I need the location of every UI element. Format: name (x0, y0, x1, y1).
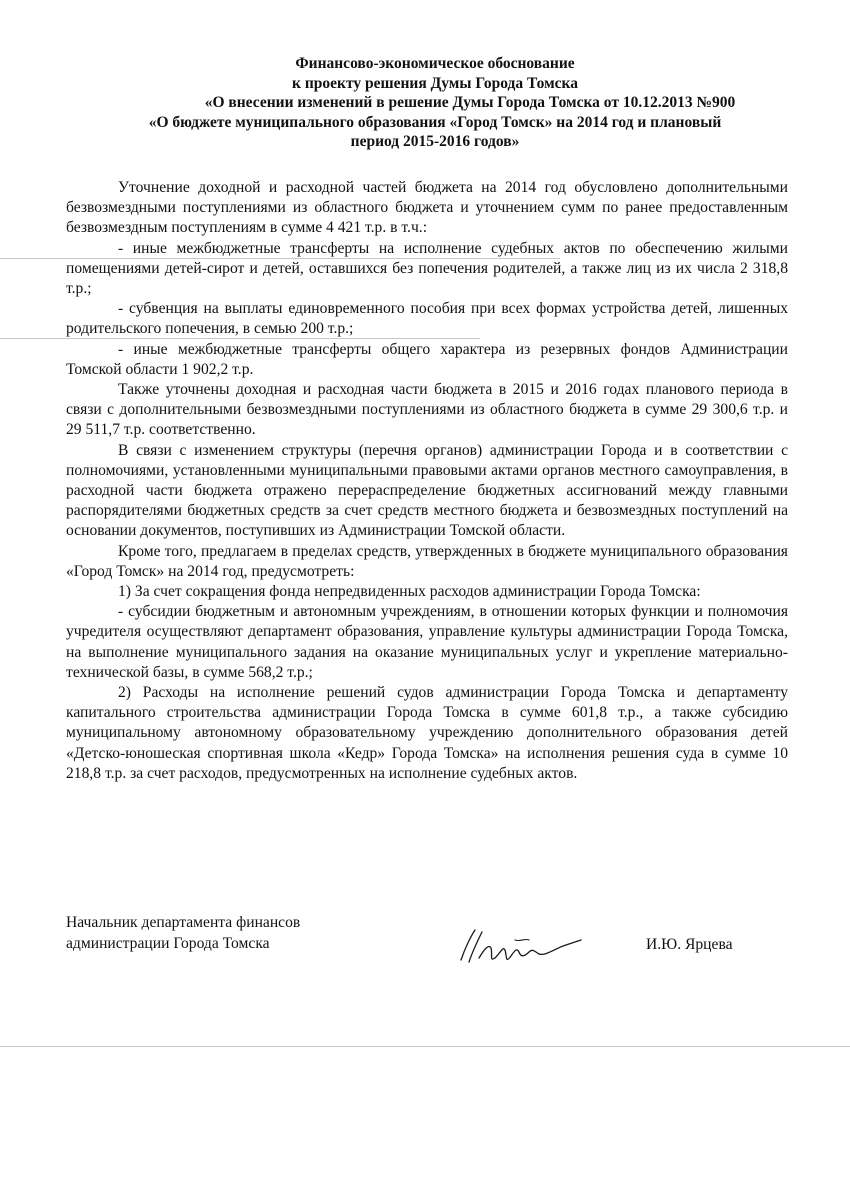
paragraph-proposal: Кроме того, предлагаем в пределах средств, утвержденных в бюджете муниципального образования «Город Томск» на 2014 год, предусмотреть: (66, 542, 788, 580)
document-title (60, 54, 810, 152)
paragraph-item-transfers: - иные межбюджетные трансферты на исполнение судебных актов по обеспечению жилыми помещениями детей-сирот и детей, оставшихся без попечения родителей, а также лиц из их числа 2 318,8 т.р.; (66, 239, 788, 298)
paragraph-item-reserve: - иные межбюджетные трансферты общего характера из резервных фондов Администрации Томской области 1 902,2 т.р. (66, 340, 788, 378)
paragraph-structure: В связи с изменением структуры (перечня органов) администрации Города и в соответствии с полномочиями, установленными муниципальными правовыми актами органов местного самоуправления, в расходной части бюджета отражено перераспределение бюджетных ассигнований между главными распорядителями бюджетных средств за счет средств местного бюджета и безвозмездных поступлений на основании документов, поступивших из Администрации Томской области. (66, 441, 788, 540)
signatory-role (66, 912, 300, 954)
scan-line (0, 1046, 850, 1047)
title-line-4: «О бюджете муниципального образования «Город Томск» на 2014 год и плановый (148, 113, 722, 131)
handwritten-signature (455, 918, 585, 974)
paragraph-point-1: 1) За счет сокращения фонда непредвиденных расходов администрации Города Томска: (118, 583, 701, 601)
title-line-1: Финансово-экономическое обоснование (295, 55, 575, 72)
signatory-role-line-1: Начальник департамента финансов (66, 914, 301, 931)
signatory-name: И.Ю. Ярцева (646, 936, 733, 953)
document-body (66, 178, 788, 784)
title-line-2: к проекту решения Думы Города Томска (292, 74, 578, 92)
signatory-role-line-2: администрации Города Томска (66, 935, 270, 952)
paragraph-subsidies: - субсидии бюджетным и автономным учреждениям, в отношении которых функции и полномочия учредителя осуществляют департамент образования, управление культуры администрации Города Томска, на выполнение муниципального задания на оказание муниципальных услуг и укрепление материально-технической базы, в сумме 568,2 т.р.; (66, 603, 788, 681)
paragraph-planning-period: Также уточнены доходная и расходная части бюджета в 2015 и 2016 годах планового периода в связи с дополнительными безвозмездными поступлениями из областного бюджета в сумме 29 300,6 т.р. и 29 511,7 т.р. соответственно. (66, 381, 788, 439)
title-line-3: «О внесении изменений в решение Думы Города Томска от 10.12.2013 №900 (204, 94, 736, 111)
title-line-5: период 2015-2016 годов» (350, 133, 520, 150)
paragraph-item-subvention: - субвенция на выплаты единовременного пособия при всех формах устройства детей, лишенных родительского попечения, в семью 200 т.р.; (66, 300, 788, 338)
paragraph-intro: Уточнение доходной и расходной частей бюджета на 2014 год обусловлено дополнительными безвозмездными поступлениями из областного бюджета и уточнением сумм по ранее предоставленным безвозмездным поступлениям в сумме 4 421 т.р. в т.ч.: (66, 179, 788, 237)
paragraph-point-2: 2) Расходы на исполнение решений судов администрации Города Томска и департаменту капитального строительства администрации Города Томска в сумме 601,8 т.р., а также субсидию муниципальному автономному образовательному учреждению дополнительного образования детей «Детско-юношеская спортивная школа «Кедр» Города Томска» на исполнения решения суда в сумме 10 218,8 т.р. за счет расходов, предусмотренных на исполнение судебных актов. (66, 684, 788, 782)
